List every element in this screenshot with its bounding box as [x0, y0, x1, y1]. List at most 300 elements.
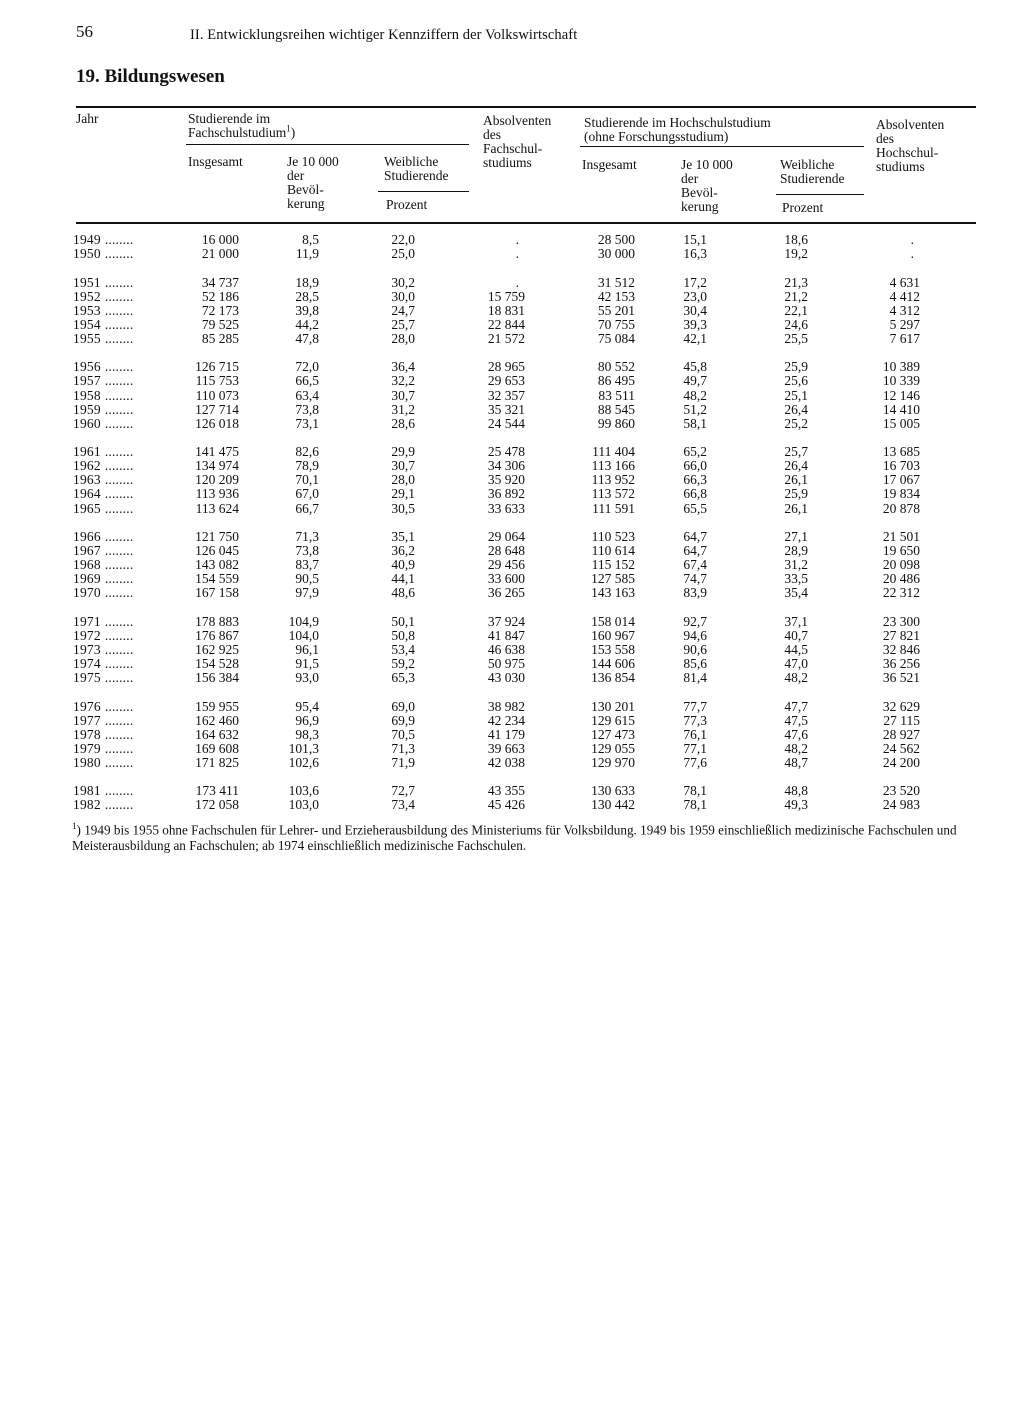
- cell-fs-je-10000: 93,0: [295, 670, 319, 686]
- cell-fs-weiblich-prozent: 69,0: [391, 698, 415, 714]
- leader-dots: ........: [104, 641, 134, 657]
- cell-absolventen-fachschul: 38 982: [487, 698, 525, 714]
- row-year-value: 1950: [73, 246, 101, 262]
- cell-absolventen-fachschul: 43 030: [487, 670, 525, 686]
- cell-fs-je-10000: 78,9: [295, 458, 319, 474]
- header-abs-fs-line1: Absolventen: [483, 113, 552, 128]
- cell-fs-insgesamt: 162 925: [195, 641, 239, 657]
- cell-fs-je-10000: 98,3: [295, 726, 319, 742]
- cell-hs-je-10000: 78,1: [683, 797, 707, 813]
- cell-absolventen-hochschul: 20 878: [882, 500, 920, 516]
- header-hs-je-line3: Bevöl-: [681, 185, 718, 200]
- cell-fs-je-10000: 73,1: [295, 415, 319, 431]
- cell-fs-weiblich-prozent: 28,6: [391, 415, 415, 431]
- leader-dots: ........: [104, 274, 134, 290]
- header-abs-fs-line2: des: [483, 127, 501, 142]
- leader-dots: ........: [104, 740, 134, 756]
- row-year-value: 1949: [73, 232, 101, 247]
- cell-hs-insgesamt: 31 512: [597, 274, 635, 290]
- cell-hs-weiblich-prozent: 19,2: [784, 246, 808, 262]
- cell-fs-je-10000: 67,0: [295, 486, 319, 502]
- header-hs-je-line1: Je 10 000: [681, 157, 733, 172]
- cell-fs-insgesamt: 154 559: [195, 571, 239, 587]
- cell-absolventen-fachschul: 42 038: [487, 754, 525, 770]
- cell-hs-insgesamt: 70 755: [597, 316, 635, 332]
- running-header: II. Entwicklungsreihen wichtiger Kennziffern der Volkswirtschaft: [190, 27, 578, 43]
- row-year-value: 1962: [73, 458, 101, 474]
- cell-absolventen-fachschul: 35 920: [487, 472, 525, 488]
- cell-fs-je-10000: 28,5: [295, 288, 319, 304]
- leader-dots: ........: [104, 500, 134, 516]
- cell-hs-insgesamt: 113 952: [591, 472, 635, 488]
- cell-hs-insgesamt: 88 545: [597, 401, 635, 417]
- header-abs-hs-line4: studiums: [876, 159, 925, 174]
- cell-fs-insgesamt: 120 209: [195, 472, 239, 488]
- row-year-value: 1970: [73, 585, 101, 601]
- header-abs-hs-line3: Hochschul-: [876, 145, 939, 160]
- row-year-value: 1960: [73, 415, 101, 431]
- cell-absolventen-fachschul: 41 179: [487, 726, 525, 742]
- cell-fs-je-10000: 103,6: [288, 783, 319, 799]
- header-abs-fs: [483, 114, 551, 170]
- cell-absolventen-hochschul: .: [910, 232, 914, 247]
- cell-fs-je-10000: 8,5: [302, 232, 319, 247]
- cell-fs-weiblich-prozent: 24,7: [391, 302, 415, 318]
- header-fs-group-text: Fachschulstudium: [188, 125, 287, 140]
- cell-fs-weiblich-prozent: 71,9: [391, 754, 415, 770]
- cell-fs-insgesamt: 164 632: [195, 726, 239, 742]
- cell-absolventen-hochschul: 7 617: [889, 330, 920, 346]
- cell-absolventen-fachschul: 33 600: [487, 571, 525, 587]
- header-fs-prozent: Prozent: [386, 197, 428, 212]
- cell-fs-insgesamt: 178 883: [195, 613, 239, 629]
- cell-hs-weiblich-prozent: 33,5: [784, 571, 808, 587]
- leader-dots: ........: [104, 246, 134, 262]
- cell-absolventen-fachschul: 46 638: [487, 641, 525, 657]
- cell-fs-je-10000: 66,7: [295, 500, 319, 516]
- cell-hs-je-10000: 23,0: [683, 288, 707, 304]
- header-fs-je-line3: Bevöl-: [287, 182, 324, 197]
- cell-absolventen-hochschul: 10 389: [882, 359, 920, 375]
- cell-hs-je-10000: 94,6: [683, 627, 707, 643]
- cell-fs-weiblich-prozent: 28,0: [391, 472, 415, 488]
- header-hs-group-line2: (ohne Forschungsstudium): [584, 129, 729, 144]
- cell-hs-weiblich-prozent: 48,2: [784, 670, 808, 686]
- cell-fs-insgesamt: 126 045: [195, 543, 239, 558]
- cell-fs-weiblich-prozent: 44,1: [391, 571, 415, 587]
- cell-fs-insgesamt: 113 624: [195, 500, 239, 516]
- cell-fs-weiblich-prozent: 30,2: [391, 274, 415, 290]
- cell-fs-weiblich-prozent: 32,2: [391, 373, 415, 389]
- header-abs-fs-line3: Fachschul-: [483, 141, 543, 156]
- leader-dots: ........: [104, 656, 134, 671]
- cell-absolventen-hochschul: 19 834: [882, 486, 920, 502]
- cell-fs-insgesamt: 121 750: [195, 528, 239, 544]
- header-hs-group: [584, 116, 771, 144]
- header-hs-insgesamt: Insgesamt: [582, 157, 637, 172]
- leader-dots: ........: [104, 712, 134, 728]
- cell-fs-insgesamt: 154 528: [195, 656, 239, 671]
- cell-fs-weiblich-prozent: 30,7: [391, 387, 415, 403]
- cell-absolventen-hochschul: 27 115: [883, 712, 920, 728]
- cell-hs-insgesamt: 115 152: [591, 557, 635, 573]
- cell-absolventen-fachschul: 29 456: [487, 557, 525, 573]
- row-year-value: 1981: [73, 783, 101, 799]
- cell-hs-weiblich-prozent: 28,9: [784, 543, 808, 558]
- header-fs-je-line4: kerung: [287, 196, 325, 211]
- cell-hs-weiblich-prozent: 26,4: [784, 401, 808, 417]
- cell-hs-insgesamt: 160 967: [591, 627, 635, 643]
- cell-hs-weiblich-prozent: 40,7: [784, 627, 808, 643]
- cell-hs-insgesamt: 99 860: [597, 415, 635, 431]
- row-year-value: 1968: [73, 557, 101, 573]
- cell-fs-je-10000: 71,3: [295, 528, 319, 544]
- leader-dots: ........: [104, 486, 134, 502]
- cell-hs-weiblich-prozent: 47,7: [784, 698, 808, 714]
- cell-hs-je-10000: 15,1: [683, 232, 707, 247]
- cell-hs-insgesamt: 144 606: [591, 656, 635, 671]
- row-year-value: 1982: [73, 797, 101, 813]
- cell-fs-je-10000: 96,9: [295, 712, 319, 728]
- cell-fs-weiblich-prozent: 53,4: [391, 641, 415, 657]
- row-year-value: 1974: [73, 656, 101, 671]
- cell-fs-weiblich-prozent: 35,1: [391, 528, 415, 544]
- cell-fs-insgesamt: 113 936: [195, 486, 239, 502]
- cell-hs-je-10000: 77,3: [683, 712, 707, 728]
- cell-fs-weiblich-prozent: 50,8: [391, 627, 415, 643]
- cell-fs-insgesamt: 79 525: [201, 316, 239, 332]
- cell-hs-weiblich-prozent: 25,5: [784, 330, 808, 346]
- cell-hs-insgesamt: 110 614: [591, 543, 635, 558]
- cell-hs-weiblich-prozent: 25,7: [784, 444, 808, 460]
- cell-fs-weiblich-prozent: 29,9: [391, 444, 415, 460]
- cell-hs-je-10000: 81,4: [683, 670, 707, 686]
- cell-fs-insgesamt: 162 460: [195, 712, 239, 728]
- header-fs-weiblich-line1: Weibliche: [384, 154, 439, 169]
- leader-dots: ........: [104, 458, 134, 474]
- cell-absolventen-hochschul: 32 629: [882, 698, 920, 714]
- header-hs-weiblich-line2: Studierende: [780, 171, 845, 186]
- cell-fs-insgesamt: 141 475: [195, 444, 239, 460]
- cell-absolventen-fachschul: 22 844: [487, 316, 525, 332]
- cell-absolventen-hochschul: 24 983: [882, 797, 920, 813]
- cell-absolventen-fachschul: 50 975: [487, 656, 525, 671]
- cell-absolventen-fachschul: 24 544: [487, 415, 525, 431]
- row-year-value: 1954: [73, 316, 101, 332]
- leader-dots: ........: [104, 387, 134, 403]
- cell-absolventen-fachschul: 43 355: [487, 783, 525, 799]
- cell-absolventen-hochschul: 10 339: [882, 373, 920, 389]
- cell-fs-je-10000: 82,6: [295, 444, 319, 460]
- cell-hs-je-10000: 77,1: [683, 740, 707, 756]
- cell-hs-je-10000: 83,9: [683, 585, 707, 601]
- cell-fs-je-10000: 90,5: [295, 571, 319, 587]
- leader-dots: ........: [104, 302, 134, 318]
- cell-absolventen-hochschul: 17 067: [882, 472, 920, 488]
- row-year-value: 1952: [73, 288, 101, 304]
- row-year-value: 1977: [73, 712, 101, 728]
- cell-hs-weiblich-prozent: 21,3: [784, 274, 808, 290]
- header-fs-weiblich-line2: Studierende: [384, 168, 449, 183]
- header-fs-group: [188, 112, 295, 140]
- cell-hs-weiblich-prozent: 44,5: [784, 641, 808, 657]
- cell-fs-weiblich-prozent: 36,2: [391, 543, 415, 558]
- cell-absolventen-fachschul: 29 653: [487, 373, 525, 389]
- cell-hs-insgesamt: 30 000: [597, 246, 635, 262]
- cell-absolventen-hochschul: 23 300: [882, 613, 920, 629]
- leader-dots: ........: [104, 528, 134, 544]
- cell-hs-weiblich-prozent: 31,2: [784, 557, 808, 573]
- cell-absolventen-hochschul: .: [910, 246, 914, 262]
- leader-dots: ........: [104, 783, 134, 799]
- leader-dots: ........: [104, 571, 134, 587]
- row-year-value: 1966: [73, 528, 101, 544]
- header-fs-group-line2: Fachschulstudium$^1$): [188, 123, 296, 140]
- cell-hs-je-10000: 74,7: [683, 571, 707, 587]
- cell-fs-je-10000: 11,9: [295, 246, 319, 262]
- cell-fs-je-10000: 96,1: [295, 641, 319, 657]
- cell-hs-weiblich-prozent: 22,1: [784, 302, 808, 318]
- cell-hs-je-10000: 16,3: [683, 246, 707, 262]
- cell-hs-insgesamt: 143 163: [591, 585, 635, 601]
- cell-absolventen-hochschul: 4 412: [889, 288, 920, 304]
- cell-hs-je-10000: 64,7: [683, 543, 707, 558]
- cell-absolventen-hochschul: 20 486: [882, 571, 920, 587]
- cell-hs-insgesamt: 130 633: [591, 783, 635, 799]
- cell-absolventen-fachschul: 25 478: [487, 444, 525, 460]
- cell-hs-insgesamt: 111 404: [592, 444, 635, 460]
- header-fs-je: [287, 155, 339, 211]
- cell-absolventen-fachschul: 45 426: [487, 797, 525, 813]
- cell-fs-je-10000: 104,9: [288, 613, 319, 629]
- cell-hs-weiblich-prozent: 47,5: [784, 712, 808, 728]
- cell-hs-je-10000: 77,7: [683, 698, 707, 714]
- cell-hs-insgesamt: 80 552: [597, 359, 635, 375]
- cell-hs-je-10000: 39,3: [683, 316, 707, 332]
- cell-hs-insgesamt: 28 500: [597, 232, 635, 247]
- cell-hs-insgesamt: 110 523: [591, 528, 635, 544]
- leader-dots: ........: [104, 316, 134, 332]
- cell-absolventen-hochschul: 13 685: [882, 444, 920, 460]
- cell-hs-insgesamt: 86 495: [597, 373, 635, 389]
- cell-hs-insgesamt: 130 201: [591, 698, 635, 714]
- table-header-rule: [76, 222, 976, 224]
- cell-absolventen-fachschul: 15 759: [487, 288, 525, 304]
- cell-fs-insgesamt: 173 411: [195, 783, 239, 799]
- cell-hs-je-10000: 66,3: [683, 472, 707, 488]
- header-abs-hs: [876, 118, 944, 174]
- cell-hs-weiblich-prozent: 49,3: [784, 797, 808, 813]
- cell-hs-je-10000: 48,2: [683, 387, 707, 403]
- leader-dots: ........: [104, 232, 134, 247]
- cell-absolventen-hochschul: 22 312: [882, 585, 920, 601]
- row-year-value: 1953: [73, 302, 101, 318]
- cell-hs-je-10000: 65,2: [683, 444, 707, 460]
- cell-fs-je-10000: 104,0: [288, 627, 319, 643]
- cell-hs-weiblich-prozent: 24,6: [784, 316, 808, 332]
- footnote: [72, 818, 982, 854]
- cell-hs-je-10000: 85,6: [683, 656, 707, 671]
- cell-absolventen-hochschul: 20 098: [882, 557, 920, 573]
- row-year-value: 1972: [73, 627, 101, 643]
- leader-dots: ........: [104, 670, 134, 686]
- row-year-value: 1973: [73, 641, 101, 657]
- cell-absolventen-hochschul: 19 650: [882, 543, 920, 558]
- cell-absolventen-fachschul: 42 234: [487, 712, 525, 728]
- cell-hs-insgesamt: 83 511: [598, 387, 635, 403]
- cell-fs-insgesamt: 85 285: [201, 330, 239, 346]
- cell-absolventen-hochschul: 15 005: [882, 415, 920, 431]
- header-abs-hs-line2: des: [876, 131, 894, 146]
- cell-hs-weiblich-prozent: 25,2: [784, 415, 808, 431]
- header-hs-weiblich-line1: Weibliche: [780, 157, 835, 172]
- cell-absolventen-hochschul: 32 846: [882, 641, 920, 657]
- cell-fs-je-10000: 73,8: [295, 401, 319, 417]
- cell-absolventen-hochschul: 14 410: [882, 401, 920, 417]
- cell-absolventen-hochschul: 23 520: [882, 783, 920, 799]
- cell-absolventen-hochschul: 36 521: [882, 670, 920, 686]
- header-hs-je-line4: kerung: [681, 199, 719, 214]
- cell-hs-insgesamt: 136 854: [591, 670, 635, 686]
- cell-fs-je-10000: 73,8: [295, 543, 319, 558]
- cell-hs-je-10000: 78,1: [683, 783, 707, 799]
- cell-absolventen-fachschul: 21 572: [487, 330, 525, 346]
- cell-fs-je-10000: 91,5: [295, 656, 319, 671]
- cell-absolventen-hochschul: 21 501: [882, 528, 920, 544]
- cell-absolventen-hochschul: 5 297: [889, 316, 920, 332]
- cell-hs-weiblich-prozent: 27,1: [784, 528, 808, 544]
- leader-dots: ........: [104, 726, 134, 742]
- cell-fs-insgesamt: 159 955: [195, 698, 239, 714]
- leader-dots: ........: [104, 627, 134, 643]
- cell-hs-je-10000: 45,8: [683, 359, 707, 375]
- leader-dots: ........: [104, 543, 134, 558]
- row-year-value: 1961: [73, 444, 101, 460]
- cell-fs-je-10000: 47,8: [295, 330, 319, 346]
- cell-hs-weiblich-prozent: 47,6: [784, 726, 808, 742]
- cell-fs-weiblich-prozent: 40,9: [391, 557, 415, 573]
- cell-absolventen-fachschul: 35 321: [487, 401, 525, 417]
- cell-hs-weiblich-prozent: 18,6: [784, 232, 808, 247]
- cell-fs-je-10000: 83,7: [295, 557, 319, 573]
- cell-hs-je-10000: 30,4: [683, 302, 707, 318]
- cell-fs-weiblich-prozent: 72,7: [391, 783, 415, 799]
- cell-absolventen-hochschul: 27 821: [882, 627, 920, 643]
- cell-fs-je-10000: 95,4: [295, 698, 319, 714]
- header-fs-je-line1: Je 10 000: [287, 154, 339, 169]
- cell-absolventen-hochschul: 4 631: [889, 274, 920, 290]
- cell-fs-je-10000: 103,0: [288, 797, 319, 813]
- leader-dots: ........: [104, 472, 134, 488]
- cell-fs-insgesamt: 127 714: [195, 401, 239, 417]
- leader-dots: ........: [104, 585, 134, 601]
- cell-hs-je-10000: 65,5: [683, 500, 707, 516]
- cell-fs-je-10000: 101,3: [288, 740, 319, 756]
- header-abs-fs-line4: studiums: [483, 155, 532, 170]
- fs-group-underline: [186, 144, 469, 145]
- cell-fs-insgesamt: 72 173: [201, 302, 239, 318]
- leader-dots: ........: [104, 557, 134, 573]
- section-title: 19. Bildungswesen: [76, 66, 225, 87]
- cell-absolventen-hochschul: 24 562: [882, 740, 920, 756]
- cell-fs-weiblich-prozent: 73,4: [391, 797, 415, 813]
- row-year-value: 1976: [73, 698, 101, 714]
- header-hs-group-line1: Studierende im Hochschulstudium: [584, 115, 771, 130]
- cell-fs-weiblich-prozent: 36,4: [391, 359, 415, 375]
- cell-absolventen-fachschul: 34 306: [487, 458, 525, 474]
- row-year-value: 1967: [73, 543, 101, 558]
- cell-fs-insgesamt: 21 000: [201, 246, 239, 262]
- cell-fs-weiblich-prozent: 59,2: [391, 656, 415, 671]
- cell-hs-weiblich-prozent: 25,6: [784, 373, 808, 389]
- cell-fs-insgesamt: 169 608: [195, 740, 239, 756]
- cell-absolventen-fachschul: 36 265: [487, 585, 525, 601]
- cell-hs-insgesamt: 130 442: [591, 797, 635, 813]
- cell-fs-insgesamt: 52 186: [201, 288, 239, 304]
- cell-absolventen-fachschul: 33 633: [487, 500, 525, 516]
- cell-hs-weiblich-prozent: 25,9: [784, 359, 808, 375]
- leader-dots: ........: [104, 401, 134, 417]
- leader-dots: ........: [104, 698, 134, 714]
- header-hs-weiblich: [780, 158, 844, 186]
- cell-hs-je-10000: 42,1: [683, 330, 707, 346]
- cell-absolventen-hochschul: 16 703: [882, 458, 920, 474]
- cell-absolventen-fachschul: 18 831: [487, 302, 525, 318]
- cell-hs-weiblich-prozent: 48,7: [784, 754, 808, 770]
- cell-fs-je-10000: 18,9: [295, 274, 319, 290]
- leader-dots: ........: [104, 444, 134, 460]
- cell-hs-weiblich-prozent: 37,1: [784, 613, 808, 629]
- cell-hs-insgesamt: 129 615: [591, 712, 635, 728]
- cell-fs-je-10000: 39,8: [295, 302, 319, 318]
- cell-hs-je-10000: 17,2: [683, 274, 707, 290]
- cell-fs-insgesamt: 143 082: [195, 557, 239, 573]
- cell-fs-je-10000: 66,5: [295, 373, 319, 389]
- cell-hs-insgesamt: 55 201: [597, 302, 635, 318]
- header-fs-je-line2: der: [287, 168, 305, 183]
- cell-hs-je-10000: 76,1: [683, 726, 707, 742]
- cell-fs-je-10000: 44,2: [295, 316, 319, 332]
- cell-hs-je-10000: 66,8: [683, 486, 707, 502]
- cell-fs-je-10000: 63,4: [295, 387, 319, 403]
- cell-fs-weiblich-prozent: 29,1: [391, 486, 415, 502]
- cell-absolventen-fachschul: .: [515, 246, 519, 262]
- cell-fs-insgesamt: 34 737: [201, 274, 239, 290]
- row-year-value: 1958: [73, 387, 101, 403]
- cell-fs-weiblich-prozent: 22,0: [391, 232, 415, 247]
- cell-fs-weiblich-prozent: 30,5: [391, 500, 415, 516]
- cell-absolventen-fachschul: 28 648: [487, 543, 525, 558]
- row-year-value: 1963: [73, 472, 101, 488]
- header-hs-je-line2: der: [681, 171, 699, 186]
- cell-hs-je-10000: 77,6: [683, 754, 707, 770]
- cell-absolventen-hochschul: 12 146: [882, 387, 920, 403]
- leader-dots: ........: [104, 373, 134, 389]
- header-fs-weiblich: [384, 155, 448, 183]
- row-year-value: 1965: [73, 500, 101, 516]
- cell-fs-insgesamt: 115 753: [195, 373, 239, 389]
- cell-hs-weiblich-prozent: 26,1: [784, 472, 808, 488]
- leader-dots: ........: [104, 330, 134, 346]
- cell-absolventen-hochschul: 36 256: [882, 656, 920, 671]
- row-year-value: 1979: [73, 740, 101, 756]
- cell-hs-weiblich-prozent: 47,0: [784, 656, 808, 671]
- cell-hs-insgesamt: 127 473: [591, 726, 635, 742]
- fs-prozent-rule: [378, 191, 469, 192]
- cell-hs-je-10000: 49,7: [683, 373, 707, 389]
- cell-absolventen-hochschul: 4 312: [889, 302, 920, 318]
- row-year-value: 1959: [73, 401, 101, 417]
